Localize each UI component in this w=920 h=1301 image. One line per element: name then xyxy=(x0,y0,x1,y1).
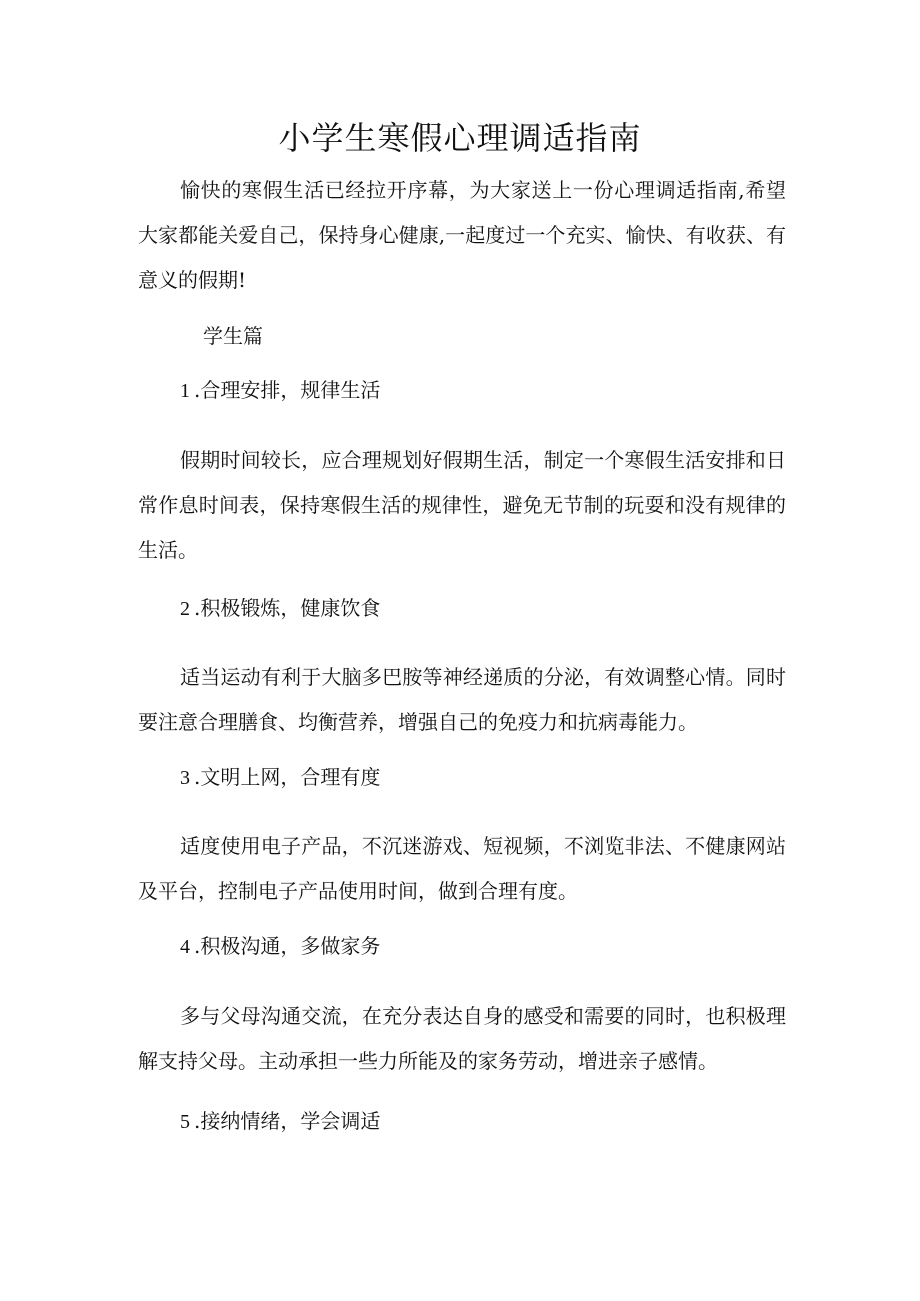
item-body-1: 假期时间较长，应合理规划好假期生活，制定一个寒假生活安排和日常作息时间表，保持寒假生活的规律性，避免无节制的玩耍和没有规律的生活。 xyxy=(138,448,786,562)
item-number: 1 xyxy=(180,380,194,402)
item-number: 2 xyxy=(180,598,194,620)
item-heading-text: .接纳情绪，学会调适 xyxy=(194,1109,381,1133)
item-heading-1 xyxy=(180,370,380,411)
item-heading-5 xyxy=(180,1101,380,1142)
item-number: 3 xyxy=(180,767,194,789)
item-number: 4 xyxy=(180,936,194,958)
item-heading-4 xyxy=(180,926,380,967)
item-body-2: 适当运动有利于大脑多巴胺等神经递质的分泌，有效调整心情。同时要注意合理膳食、均衡营养，增强自己的免疫力和抗病毒能力。 xyxy=(138,665,786,734)
item-heading-3 xyxy=(180,757,380,798)
item-number: 5 xyxy=(180,1111,194,1133)
item-body-3: 适度使用电子产品，不沉迷游戏、短视频，不浏览非法、不健康网站及平台，控制电子产品使用时间，做到合理有度。 xyxy=(138,834,786,903)
item-heading-2 xyxy=(180,588,380,629)
intro-paragraph: 愉快的寒假生活已经拉开序幕，为大家送上一份心理调适指南,希望大家都能关爱自己，保持身心健康,一起度过一个充实、愉快、有收获、有意义的假期! xyxy=(138,178,786,292)
item-heading-text: .积极沟通，多做家务 xyxy=(194,934,381,958)
document-title: 小学生寒假心理调适指南 xyxy=(278,119,642,157)
item-heading-text: .积极锻炼，健康饮食 xyxy=(194,596,381,620)
section-label: 学生篇 xyxy=(203,324,263,348)
item-heading-text: .文明上网，合理有度 xyxy=(194,765,381,789)
item-body-4: 多与父母沟通交流，在充分表达自身的感受和需要的同时，也积极理解支持父母。主动承担一些力所能及的家务劳动，增进亲子感情。 xyxy=(138,1004,786,1073)
item-heading-text: .合理安排，规律生活 xyxy=(194,378,381,402)
